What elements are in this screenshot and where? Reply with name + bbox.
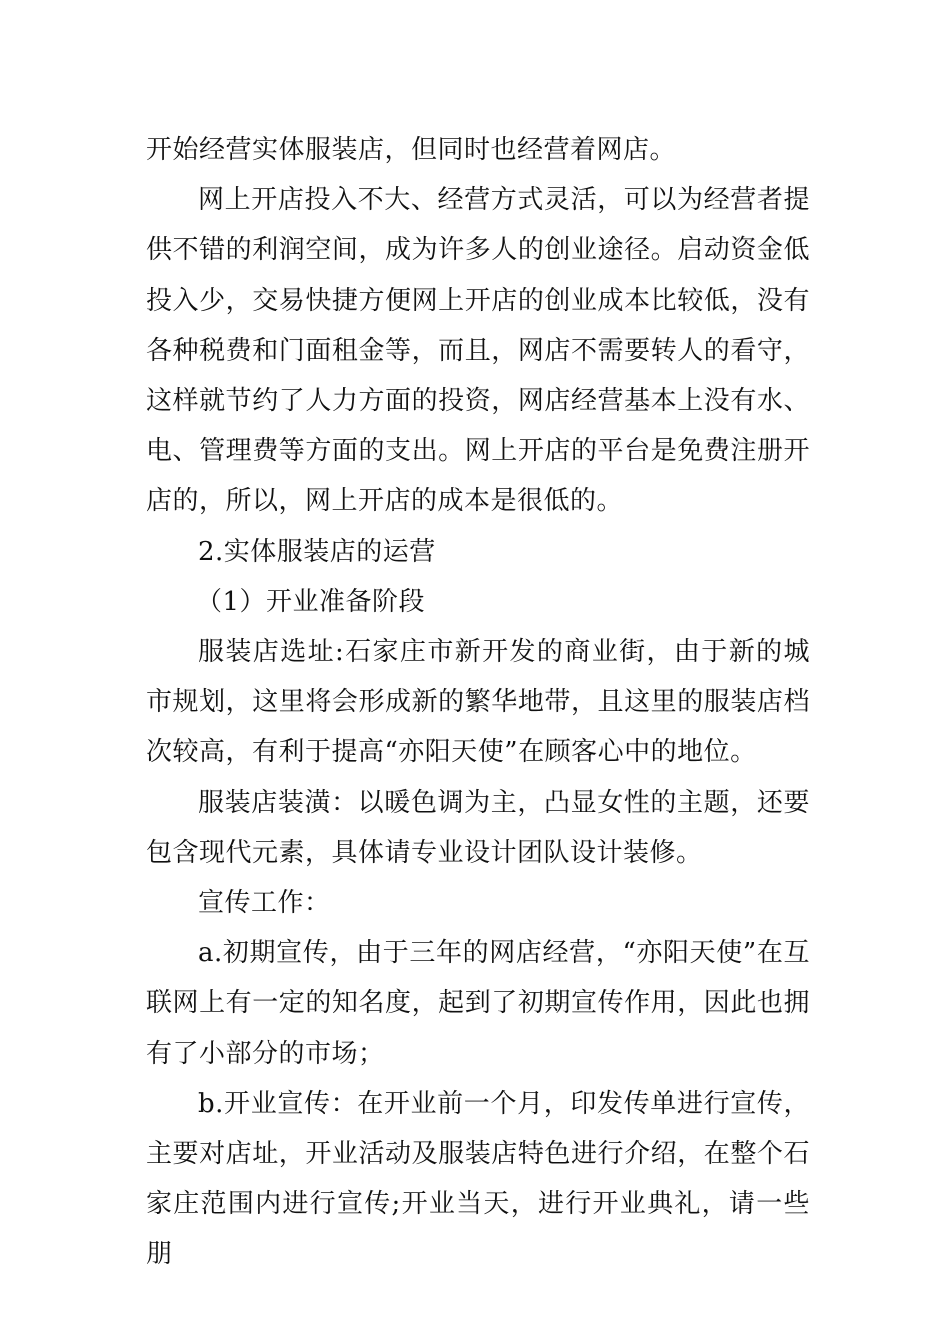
paragraph-decoration: 服装店装潢：以暖色调为主，凸显女性的主题，还要包含现代元素，具体请专业设计团队设计装修。 xyxy=(146,787,810,868)
paragraph-online-store: 网上开店投入不大、经营方式灵活，可以为经营者提供不错的利润空间，成为许多人的创业途径。启动资金低投入少，交易快捷方便网上开店的创业成本比较低，没有各种税费和门面租金等，而且，网店不需要转人的看守，这样就节约了人力方面的投资，网店经营基本上没有水、电、管理费等方面的支出。网上开店的平台是免费注册开店的，所以，网上开店的成本是很低的。 xyxy=(146,185,810,517)
paragraph-opening-promotion: b.开业宣传：在开业前一个月，印发传单进行宣传，主要对店址，开业活动及服装店特色进行介绍，在整个石家庄范围内进行宣传;开业当天，进行开业典礼，请一些朋 xyxy=(146,1088,810,1270)
paragraph-initial-promotion: a.初期宣传，由于三年的网店经营，“亦阳天使”在互联网上有一定的知名度，起到了初期宣传作用，因此也拥有了小部分的市场； xyxy=(146,938,810,1069)
subsection-heading-preparation: （1）开业准备阶段 xyxy=(196,586,426,617)
document-body xyxy=(146,125,810,1280)
paragraph-promotion-label: 宣传工作： xyxy=(198,888,331,919)
section-heading-physical-store: 2.实体服装店的运营 xyxy=(198,536,436,567)
paragraph-site-selection: 服装店选址:石家庄市新开发的商业街，由于新的城市规划，这里将会形成新的繁华地带，且这里的服装店档次较高，有利于提高“亦阳天使”在顾客心中的地位。 xyxy=(146,637,810,768)
paragraph-continuation: 开始经营实体服装店，但同时也经营着网店。 xyxy=(146,135,677,165)
